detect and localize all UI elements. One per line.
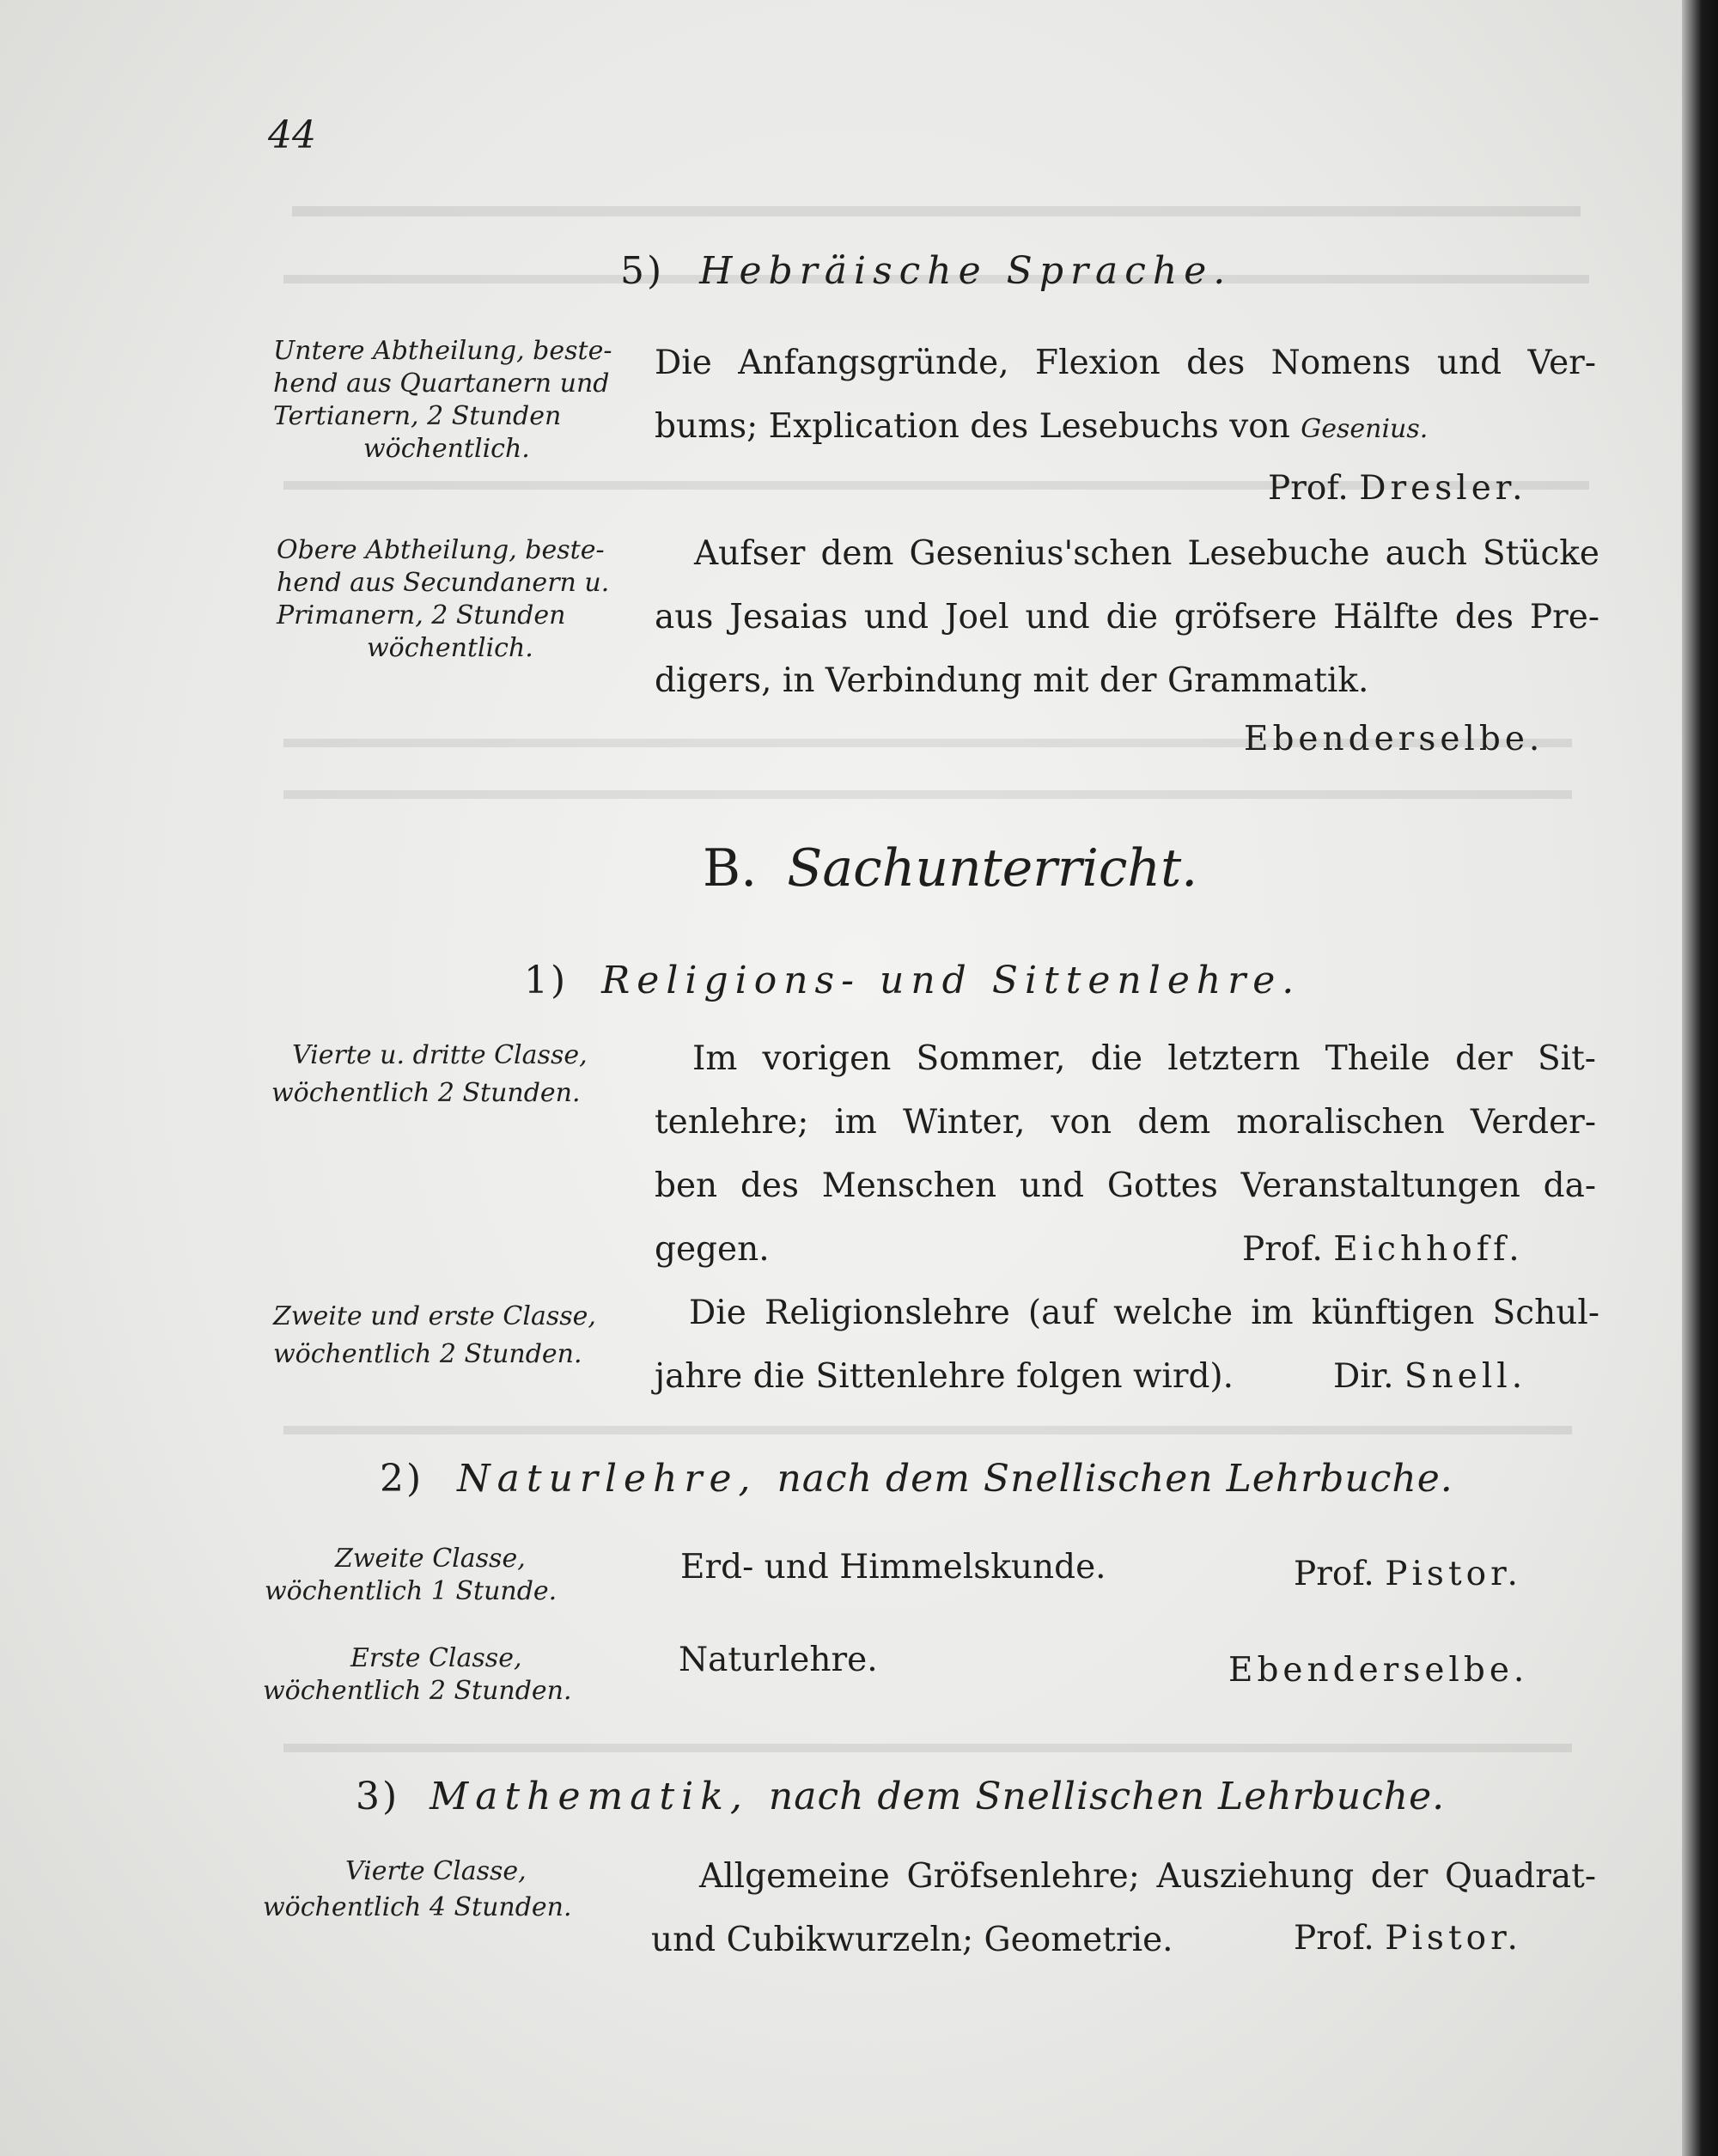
text-line: digers, in Verbindung mit der Grammatik.: [655, 661, 1369, 700]
sec5-part1-side-note: [273, 335, 612, 466]
side-note-line: wöchentlich 2 Stunden.: [271, 1078, 581, 1108]
section-3-number: 3): [356, 1775, 400, 1818]
text-line: und Cubikwurzeln; Geometrie.: [651, 1921, 1173, 1959]
text-line: Die Religionslehre (auf welche im künftigen Schul-: [689, 1294, 1599, 1332]
side-note-line: Tertianern, 2 Stunden: [273, 401, 562, 431]
author-name: Pistor.: [1385, 1919, 1522, 1958]
sec2-part2-text: [679, 1629, 878, 1692]
text-line: Naturlehre.: [679, 1641, 878, 1679]
section-b-heading: [703, 838, 1197, 898]
section-b-letter: B.: [703, 838, 758, 898]
text-line: tenlehre; im Winter, von dem moralischen Verder-: [655, 1103, 1596, 1142]
side-note-line: Primanern, 2 Stunden: [277, 600, 566, 630]
side-note-line: Erste Classe,: [350, 1643, 522, 1673]
side-note-line: Zweite und erste Classe,: [273, 1301, 596, 1331]
side-note-line: Untere Abtheilung, beste-: [273, 336, 612, 366]
section-5-number: 5): [620, 249, 665, 293]
side-note-line: Vierte u. dritte Classe,: [292, 1040, 588, 1070]
section-2-title-spaced: Naturlehre,: [457, 1457, 758, 1501]
cited-author: Gesenius.: [1301, 414, 1429, 444]
sec2-part1-text: [680, 1536, 1106, 1599]
author-title: Prof.: [1294, 1919, 1374, 1958]
page-number: 44: [268, 113, 316, 157]
show-through-bleed: [283, 790, 1572, 799]
text-line: Allgemeine Gröfsenlehre; Ausziehung der Quadrat-: [699, 1857, 1596, 1896]
sec1-part1-author: [1242, 1230, 1524, 1269]
text-line: Die Anfangsgründe, Flexion des Nomens und Ver-: [655, 344, 1596, 382]
author-title: Prof.: [1294, 1555, 1374, 1593]
section-1-heading: [524, 959, 1301, 1002]
section-2-heading: [380, 1457, 1453, 1501]
side-note-line: Vierte Classe,: [345, 1856, 527, 1886]
sec1-part2-author: [1333, 1357, 1526, 1396]
side-note-line: wöchentlich.: [363, 434, 530, 464]
sec5-part2-author: [1244, 720, 1544, 758]
text-line: gegen.: [655, 1230, 770, 1269]
show-through-bleed: [283, 1426, 1572, 1434]
author-title: Prof.: [1268, 469, 1349, 508]
sec2-part2-author: [1228, 1651, 1528, 1690]
text-line: [655, 395, 1599, 461]
side-note-line: wöchentlich 2 Stunden.: [273, 1339, 582, 1369]
sec1-part1-side-note: [271, 1039, 588, 1110]
sec1-part2-side-note: [273, 1300, 596, 1371]
sec5-part2-side-note: [277, 534, 609, 665]
section-5-heading: [620, 249, 1232, 293]
section-2-number: 2): [380, 1457, 424, 1501]
text-line: aus Jesaias und Joel und die gröfsere Hälfte des Pre-: [655, 598, 1599, 636]
author-name: Eichhoff.: [1333, 1230, 1524, 1269]
side-note-line: Obere Abtheilung, beste-: [277, 535, 605, 565]
side-note-line: wöchentlich 4 Stunden.: [263, 1892, 572, 1922]
text-line: Aufser dem Gesenius'schen Lesebuche auch Stücke: [694, 534, 1599, 573]
section-3-heading: [356, 1775, 1445, 1818]
author-name: Dresler.: [1359, 469, 1527, 508]
sec5-part2-text: [655, 522, 1599, 713]
sec5-part1-text-2: [655, 395, 1599, 461]
section-1-title: Religions- und Sittenlehre.: [601, 959, 1301, 1002]
side-note-line: Zweite Classe,: [335, 1544, 526, 1574]
sec3-part1-author: [1294, 1919, 1522, 1958]
section-1-number: 1): [524, 959, 569, 1002]
side-note-line: wöchentlich.: [367, 633, 533, 663]
side-note-line: hend aus Secundanern u.: [277, 568, 610, 598]
text-line: Im vorigen Sommer, die letztern Theile der Sit-: [692, 1039, 1596, 1078]
section-3-title-spaced: Mathematik,: [430, 1775, 749, 1818]
author-name: Pistor.: [1385, 1555, 1522, 1593]
section-b-title: Sachunterricht.: [787, 838, 1198, 898]
text-line: Erd- und Himmelskunde.: [680, 1548, 1106, 1587]
page-edge-shadow: [1682, 0, 1718, 2156]
text-segment: bums; Explication des Lesebuchs von: [655, 407, 1290, 446]
side-note-line: wöchentlich 1 Stunde.: [265, 1576, 557, 1606]
author-name: Snell.: [1404, 1357, 1527, 1396]
side-note-line: wöchentlich 2 Stunden.: [263, 1676, 572, 1706]
author-title: Prof.: [1242, 1230, 1323, 1269]
author-name: Ebenderselbe.: [1228, 1651, 1529, 1690]
show-through-bleed: [292, 206, 1581, 216]
sec5-part1-author: [1268, 469, 1527, 508]
sec2-part1-side-note: [265, 1543, 557, 1608]
author-title: Dir.: [1333, 1357, 1394, 1396]
sec2-part2-side-note: [263, 1642, 572, 1708]
author-name: Ebenderselbe.: [1244, 720, 1544, 758]
sec5-part1-text: [655, 332, 1596, 395]
text-line: ben des Menschen und Gottes Veranstaltungen da-: [655, 1166, 1596, 1205]
section-3-title-rest: nach dem Snellischen Lehrbuche.: [768, 1775, 1446, 1818]
show-through-bleed: [283, 1744, 1572, 1752]
section-2-title-rest: nach dem Snellischen Lehrbuche.: [777, 1457, 1453, 1501]
sec2-part1-author: [1294, 1555, 1522, 1593]
side-note-line: hend aus Quartanern und: [273, 368, 610, 399]
sec3-part1-side-note: [263, 1855, 572, 1924]
text-line: jahre die Sittenlehre folgen wird).: [655, 1357, 1234, 1396]
section-5-title: Hebräische Sprache.: [699, 249, 1233, 293]
